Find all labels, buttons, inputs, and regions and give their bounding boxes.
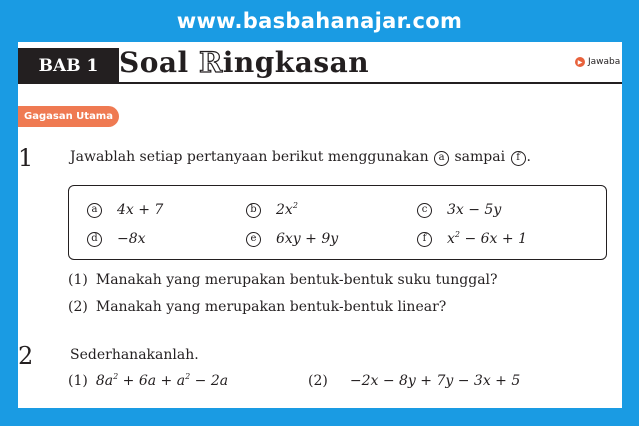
chapter-label-text: BAB 1 <box>38 56 99 76</box>
title-part-2: ingkasan <box>222 46 370 79</box>
circled-letter: a <box>434 151 449 166</box>
option-a <box>86 202 163 218</box>
part-text: Manakah yang merupakan bentuk-bentuk suku tunggal? <box>95 272 498 288</box>
question-1-part-1 <box>68 272 498 288</box>
option-d <box>86 231 146 247</box>
exponent: 2 <box>113 372 119 381</box>
option-expr: 4x + 7 <box>117 202 164 218</box>
option-expr <box>276 202 298 218</box>
option-expr <box>447 231 527 247</box>
part-number: (2) <box>308 373 328 389</box>
expr-term: − 2a <box>190 373 229 389</box>
instruction-text: Jawablah setiap pertanyaan berikut menggunakan <box>70 149 429 165</box>
question-2-number: 2 <box>18 342 34 370</box>
circled-letter: f <box>511 151 526 166</box>
part-number-value: 2 <box>313 373 323 389</box>
circled-letter: f <box>417 232 432 247</box>
title-outline-letter: R <box>198 46 223 79</box>
play-icon: ▶ <box>575 57 585 67</box>
part-number-value: 1 <box>73 272 83 288</box>
section-tag <box>18 106 119 127</box>
part-number: (2) <box>68 299 88 315</box>
instruction-text-mid: sampai <box>454 149 506 165</box>
jawaban-link[interactable] <box>575 57 620 67</box>
title-part-1: Soal <box>119 46 199 79</box>
site-banner <box>0 0 639 42</box>
part-number-value: 2 <box>73 299 83 315</box>
page-title <box>119 46 369 79</box>
part-number: (1) <box>68 373 88 389</box>
circled-letter: d <box>87 232 102 247</box>
document-page <box>18 42 622 408</box>
option-e <box>245 231 338 247</box>
option-b <box>245 202 298 218</box>
exponent: 2 <box>185 372 191 381</box>
option-expr-base: 2x <box>276 202 293 218</box>
jawaban-link-label: Jawaba <box>588 57 621 67</box>
option-expr-base: x <box>447 231 455 247</box>
site-url[interactable]: www.basbahanajar.com <box>176 9 463 33</box>
title-divider <box>119 82 622 84</box>
option-f <box>416 231 527 247</box>
part-number: (1) <box>68 272 88 288</box>
option-expr: 6xy + 9y <box>276 231 339 247</box>
option-expr: −8x <box>117 231 146 247</box>
section-tag-label: Gagasan Utama <box>24 111 113 122</box>
option-expr: 3x − 5y <box>447 202 502 218</box>
part-expr <box>96 373 228 389</box>
question-2-instruction: Sederhanakanlah. <box>70 347 199 363</box>
expr-term: 8a <box>95 373 114 389</box>
question-1-number: 1 <box>18 144 34 172</box>
options-box <box>68 185 607 260</box>
exponent: 2 <box>292 201 298 210</box>
option-expr-rest: − 6x + 1 <box>460 231 527 247</box>
part-expr: −2x − 8y + 7y − 3x + 5 <box>349 373 521 389</box>
chapter-label <box>18 48 119 84</box>
question-1-part-2 <box>68 299 446 315</box>
part-number-value: 1 <box>73 373 83 389</box>
option-c <box>416 202 501 218</box>
question-2-part-1 <box>68 373 228 389</box>
circled-letter: b <box>246 203 261 218</box>
circled-letter: a <box>87 203 102 218</box>
circled-letter: c <box>417 203 432 218</box>
expr-term: + 6a + a <box>118 373 186 389</box>
part-text: Manakah yang merupakan bentuk-bentuk linear? <box>95 299 447 315</box>
question-2-part-2 <box>308 373 520 389</box>
question-1-instruction: Jawablah setiap pertanyaan berikut menggunakan a sampai f . <box>70 149 531 165</box>
exponent: 2 <box>454 230 460 239</box>
circled-letter: e <box>246 232 261 247</box>
